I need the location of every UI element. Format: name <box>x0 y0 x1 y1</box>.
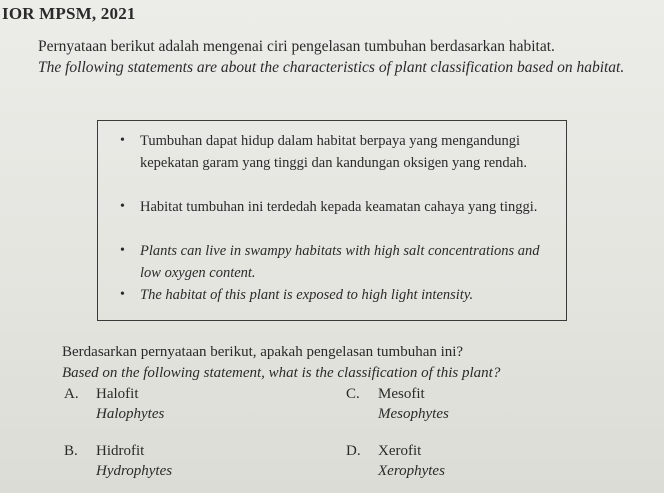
bullet-icon: • <box>120 243 125 258</box>
statement-item: Habitat tumbuhan ini terdedah kepada keamatan cahaya yang tinggi. <box>140 199 538 215</box>
option-english: Mesophytes <box>378 406 449 422</box>
option-malay: Xerofit <box>378 443 422 459</box>
bullet-icon: • <box>120 287 125 302</box>
option-letter: A. <box>64 386 79 402</box>
option-english: Xerophytes <box>378 463 445 479</box>
option-b[interactable] <box>64 443 173 479</box>
option-malay: Halofit <box>96 386 139 402</box>
bullet-icon: • <box>120 133 125 148</box>
stem-malay: Pernyataan berikut adalah mengenai ciri pengelasan tumbuhan berdasarkan habitat. <box>38 38 555 55</box>
option-d[interactable] <box>346 443 445 479</box>
option-english: Hydrophytes <box>96 463 173 479</box>
option-letter: B. <box>64 443 78 459</box>
statement-item: Plants can live in swampy habitats with high salt concentrations and low oxygen content. <box>140 243 540 281</box>
option-a[interactable] <box>64 386 165 422</box>
statement-item: Tumbuhan dapat hidup dalam habitat berpaya yang mengandungi kepekatan garam yang tinggi dan kandungan oksigen yang rendah. <box>140 133 527 171</box>
question-english: Based on the following statement, what is the classification of this plant? <box>62 365 501 381</box>
question-malay: Berdasarkan pernyataan berikut, apakah pengelasan tumbuhan ini? <box>62 344 464 360</box>
option-letter: C. <box>346 386 360 402</box>
statement-item: The habitat of this plant is exposed to high light intensity. <box>140 287 474 303</box>
option-malay: Hidrofit <box>96 443 145 459</box>
option-c[interactable] <box>346 386 449 422</box>
option-malay: Mesofit <box>378 386 425 402</box>
option-english: Halophytes <box>96 406 165 422</box>
option-letter: D. <box>346 443 361 459</box>
bullet-icon: • <box>120 199 125 214</box>
exam-header: IOR MPSM, 2021 <box>2 4 136 23</box>
statement-box <box>97 120 567 321</box>
stem-english: The following statements are about the characteristics of plant classification based on habitat. <box>38 59 625 76</box>
